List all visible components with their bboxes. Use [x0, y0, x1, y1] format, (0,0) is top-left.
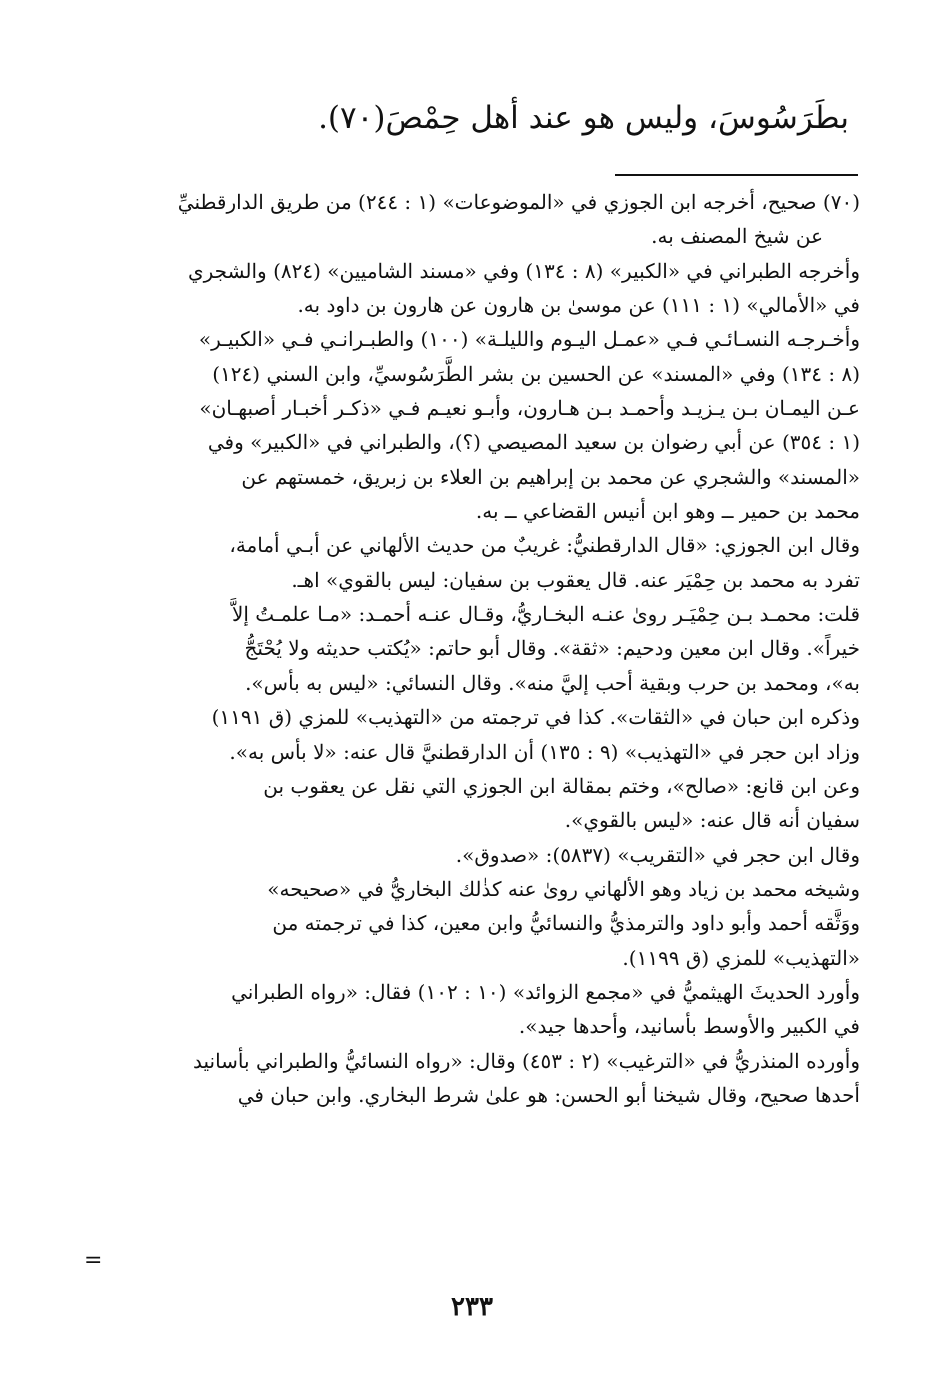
- footnote-line: ووَثَّقه أحمد وأبو داود والترمذيُّ والنسائيُّ وابن معين، كذا في ترجمته من: [272, 911, 860, 936]
- footnote-line: تفرد به محمد بن حِمْيَر عنه. قال يعقوب بن سفيان: ليس بالقوي» اهـ.: [291, 567, 860, 592]
- footnote-line: سفيان أنه قال عنه: «ليس بالقوي».: [564, 808, 860, 833]
- footnote-line: خيراً». وقال ابن معين ودحيم: «ثقة». وقال أبو حاتم: «يُكتب حديثه ولا يُحْتَجُّ: [244, 636, 860, 661]
- footnote-line: في الكبير والأوسط بأسانيد، وأحدها جيد».: [518, 1014, 860, 1039]
- footnote-line: قلت: محمـد بـن حِمْيَـر روىٰ عنـه البخـاريُّ، وقـال عنـه أحمـد: «مـا علمـتُ إلاَّ: [231, 602, 860, 627]
- footnote-line: (٧٠) صحيح، أخرجه ابن الجوزي في «الموضوعات» (١ : ٢٤٤) من طريق الدارقطنيِّ: [177, 190, 860, 214]
- page-number: ٢٣٣: [451, 1292, 493, 1322]
- footnote-line: وأورده المنذريُّ في «الترغيب» (٢ : ٤٥٣) وقال: «رواه النسائيُّ والطبراني بأسانيد: [192, 1048, 860, 1073]
- footnote-line: في «الأمالي» (١ : ١١١) عن موسىٰ بن هارون عن هارون بن داود به.: [297, 293, 860, 318]
- footnote-line: وأخرجه الطبراني في «الكبير» (٨ : ١٣٤) وفي «مسند الشاميين» (٨٢٤) والشجري: [187, 258, 860, 283]
- footnote-line: وقال ابن حجر في «التقريب» (٥٨٣٧): «صدوق».: [455, 842, 860, 867]
- footnote-line: محمد بن حمير ــ وهو ابن أنيس القضاعي ــ به.: [475, 499, 860, 524]
- footnote-line: أحدها صحيح، وقال شيخنا أبو الحسن: هو علىٰ شرط البخاري. وابن حبان في: [237, 1082, 860, 1107]
- footnote-line: وأخـرجـه النسـائـي فـي «عمـل اليـوم والليلـة» (١٠٠) والطبـرانـي فـي «الكبيـر»: [198, 327, 860, 352]
- footnote-line: وزاد ابن حجر في «التهذيب» (٩ : ١٣٥) أن الدارقطنيَّ قال عنه: «لا بأس به».: [229, 739, 860, 764]
- main-text-line: بطَرَسُوسَ، وليس هو عند أهل حِمْصَ(٧٠).: [318, 100, 849, 136]
- footnote-line: به»، ومحمد بن حرب وبقية أحب إليَّ منه». وقال النسائي: «ليس به بأس».: [245, 670, 860, 695]
- footnote-line: وقال ابن الجوزي: «قال الدارقطنيُّ: غريبٌ من حديث الألهاني عن أبـي أمامة،: [229, 533, 860, 558]
- continuation-mark: =: [84, 1248, 103, 1273]
- footnote-line: وذكره ابن حبان في «الثقات». كذا في ترجمته من «التهذيب» للمزي (ق ١١٩١): [211, 705, 860, 730]
- footnote-separator: [615, 174, 858, 176]
- footnote-line: وعن ابن قانع: «صالح»، وختم بمقالة ابن الجوزي التي نقل عن يعقوب بن: [263, 773, 860, 798]
- footnote-line: وشيخه محمد بن زياد وهو الألهاني روىٰ عنه كذٰلك البخاريُّ في «صحيحه»: [267, 876, 860, 901]
- footnote-block: [104, 185, 860, 1112]
- footnote-line: (٨ : ١٣٤) وفي «المسند» عن الحسين بن بشر الطَّرَسُوسيِّ، وابن السني (١٢٤): [212, 361, 860, 386]
- footnote-line: عـن اليمـان بـن يـزيـد وأحمـد بـن هـارون، وأبـو نعيـم فـي «ذكـر أخبـار أصبهـان»: [199, 396, 860, 421]
- footnote-line: عن شيخ المصنف به.: [651, 224, 823, 249]
- footnote-line: «التهذيب» للمزي (ق ١١٩٩).: [622, 945, 860, 970]
- footnote-line: «المسند» والشجري عن محمد بن إبراهيم بن العلاء بن زبريق، خمستهم عن: [241, 464, 860, 489]
- footnote-line: وأورد الحديثَ الهيثميُّ في «مجمع الزوائد» (١٠ : ١٠٢) فقال: «رواه الطبراني: [231, 979, 860, 1004]
- footnote-line: (١ : ٣٥٤) عن أبي رضوان بن سعيد المصيصي (؟)، والطبراني في «الكبير» وفي: [207, 430, 860, 455]
